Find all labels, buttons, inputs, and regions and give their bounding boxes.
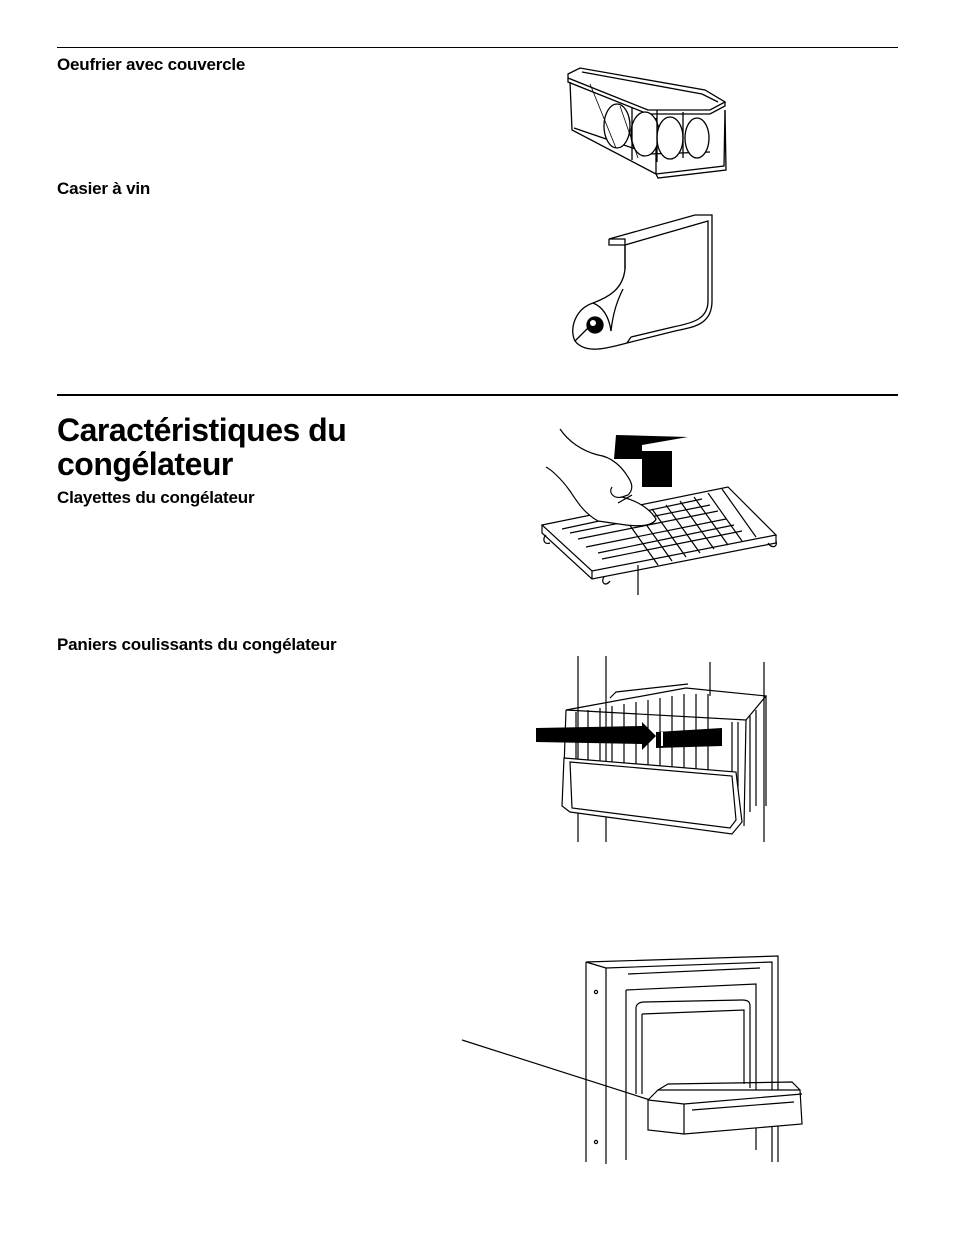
freezer-shelf-illustration: [538, 427, 780, 595]
egg-bin-illustration: [560, 64, 730, 182]
section-divider: [57, 394, 898, 396]
sliding-baskets-heading: Paniers coulissants du congélateur: [57, 635, 337, 654]
top-divider: [57, 47, 898, 48]
egg-bin-heading: Oeufrier avec couvercle: [57, 55, 246, 74]
freezer-shelves-heading: Clayettes du congélateur: [57, 488, 255, 507]
wine-rack-heading: Casier à vin: [57, 179, 151, 198]
sliding-basket-illustration: [536, 656, 768, 844]
wine-rack-illustration: [565, 209, 715, 357]
freezer-door-bin-illustration: [462, 954, 804, 1166]
title-line-1: Caractéristiques du: [57, 412, 347, 448]
freezer-features-title: [57, 413, 346, 481]
title-line-2: congélateur: [57, 446, 233, 482]
